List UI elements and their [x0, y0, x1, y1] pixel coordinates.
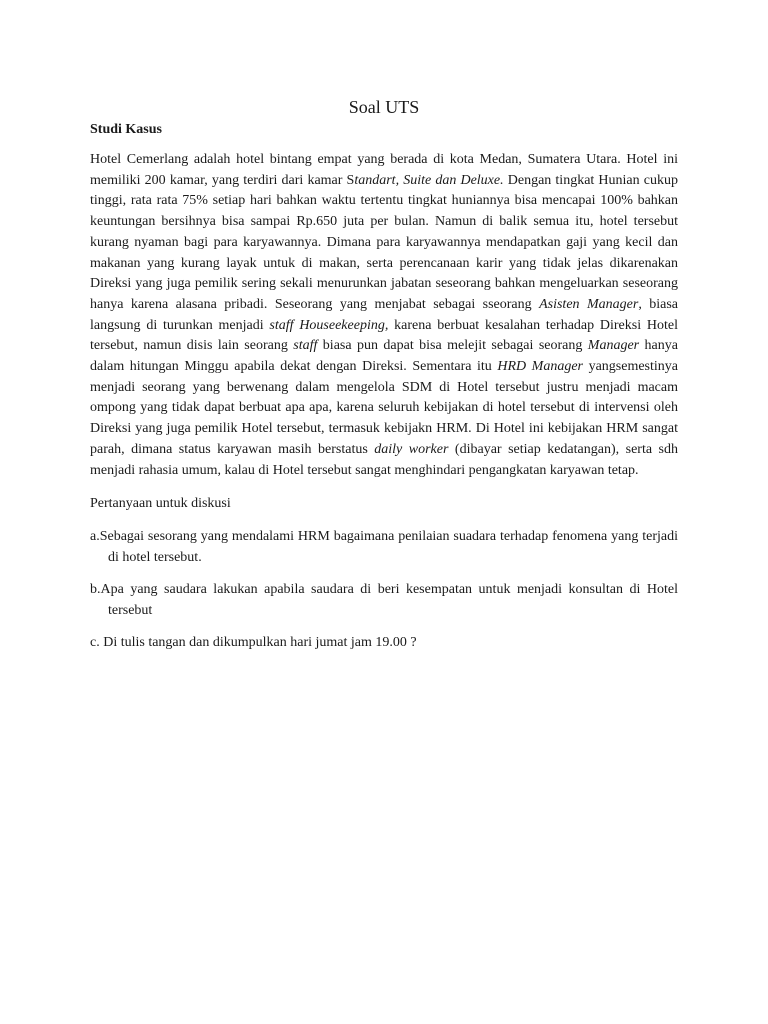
case-text-segment-italic: HRD Manager: [497, 359, 584, 375]
question-a: a.Sebagai sesorang yang mendalami HRM bagaimana penilaian suadara terhadap fenomena yang terjadi di hotel tersebut.: [90, 529, 678, 565]
question-c: c. Di tulis tangan dan dikumpulkan hari jumat jam 19.00 ?: [90, 635, 417, 651]
case-text-segment-italic: staff Houseekeeping,: [269, 317, 389, 333]
case-text-segment: karena berbuat kesalahan terhadap Direksi Hotel tersebut, namun disis lain seorang: [90, 317, 678, 354]
case-text-segment: biasa pun dapat bisa melejit sebagai seorang: [317, 338, 588, 354]
document-subtitle: Studi Kasus: [90, 122, 162, 137]
document-title: Soal UTS: [348, 97, 420, 117]
case-text-segment: Hotel Cemerlang adalah hotel bintang empat yang berada di kota Medan, Sumatera Utara. Hotel ini memiliki 200 kamar, yang terdiri dari kamar S: [90, 152, 678, 188]
case-text-segment: , biasa langsung di turunkan menjadi: [90, 296, 679, 333]
question-b: b.Apa yang saudara lakukan apabila saudara di beri kesempatan untuk menjadi konsultan di Hotel tersebut: [90, 582, 678, 618]
case-text-segment: hanya dalam hitungan Minggu apabila dekat dengan Direksi. Sementara itu: [90, 338, 678, 375]
document-page: [90, 96, 678, 666]
discussion-heading: Pertanyaan untuk diskusi: [90, 496, 231, 512]
case-text-segment: yangsemestinya menjadi seorang yang berwenang dalam mengelola SDM di Hotel tersebut justru menjadi macam ompong yang tidak dapat berbuat apa apa, karena seluruh kebijakan di hotel tersebut di intervensi oleh Direksi yang juga pemilik Hotel tersebut, termasuk kebijakn HRM. Di Hotel ini kebijakan HRM sangat parah, dimana status karyawan masih berstatus: [90, 359, 678, 457]
case-text-segment: Dengan tingkat Hunian cukup tinggi, rata rata 75% setiap hari bahkan waktu tertentu tingkat huniannya bisa mencapai 100% bahkan keuntungan bersihnya bisa sampai Rp.650 juta per bulan. Namun di balik semua itu, hotel tersebut kurang nyaman bagi para karyawannya. Dimana para karyawannya mendapatkan gaji yang kecil dan makanan yang kurang layak untuk di makan, serta perencanaan karir yang tidak jelas dikarenakan Direksi yang juga pemilik sering sekali menurunkan jabatan seseorang bahkan mengeluarkan seseorang hanya karena alasana pribadi. Seseorang yang menjabat sebagai sseorang: [90, 172, 678, 312]
case-text-segment-italic: Asisten Manager: [539, 296, 639, 312]
case-text-segment-italic: tandart, Suite dan Deluxe.: [354, 172, 504, 188]
case-study-paragraph: [90, 150, 678, 481]
case-text-segment-italic: staff: [293, 338, 318, 354]
case-text-segment-italic: daily worker: [374, 441, 449, 457]
case-text-segment-italic: Manager: [587, 338, 640, 354]
case-text-segment: (dibayar setiap kedatangan), serta sdh menjadi rahasia umum, kalau di Hotel tersebut sangat menghindari pengangkatan karyawan tetap.: [90, 441, 678, 478]
